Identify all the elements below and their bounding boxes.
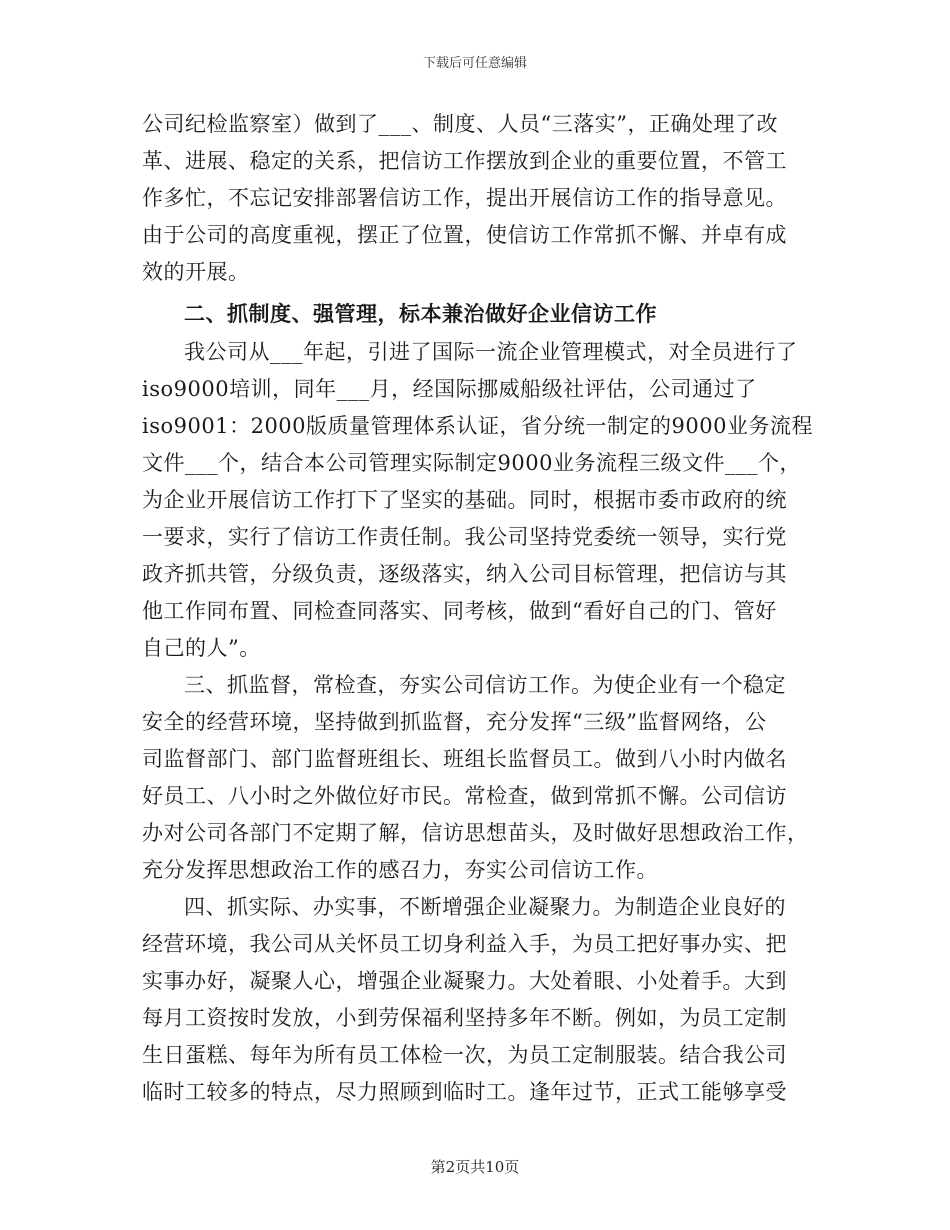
body-line: 他工作同布置、同检查同落实、同考核，做到“看好自己的门、管好	[142, 599, 777, 623]
body-line: 充分发挥思想政治工作的感召力，夯实公司信访工作。	[142, 858, 658, 882]
body-line: 自己的人”。	[142, 636, 261, 660]
body-line: 好员工、八小时之外做位好市民。常检查，做到常抓不懈。公司信访	[142, 784, 787, 808]
body-line: 效的开展。	[142, 260, 250, 284]
body-line: 每月工资按时发放，小到劳保福利坚持多年不断。例如，为员工定制	[142, 1006, 787, 1030]
body-line: 经营环境，我公司从关怀员工切身利益入手，为员工把好事办实、把	[142, 932, 787, 956]
body-line: 四、抓实际、办实事，不断增强企业凝聚力。为制造企业良好的	[184, 895, 786, 919]
body-line: 生日蛋糕、每年为所有员工体检一次，为员工定制服装。结合我公司	[142, 1043, 787, 1067]
body-line: 由于公司的高度重视，摆正了位置，使信访工作常抓不懈、并卓有成	[142, 223, 787, 247]
body-line: 为企业开展信访工作打下了坚实的基础。同时，根据市委市政府的统	[142, 488, 787, 512]
body-line: 作多忙，不忘记安排部署信访工作，提出开展信访工作的指导意见。	[142, 186, 787, 210]
body-line: 革、进展、稳定的关系，把信访工作摆放到企业的重要位置，不管工	[142, 149, 787, 173]
page-header: 下载后可任意编辑	[422, 56, 527, 71]
body-line: 我公司从___年起，引进了国际一流企业管理模式，对全员进行了	[184, 340, 798, 364]
section-heading: 二、抓制度、强管理，标本兼治做好企业信访工作	[184, 301, 657, 326]
body-line: 安全的经营环境，坚持做到抓监督，充分发挥“三级”监督网络，公	[142, 710, 767, 734]
body-line: iso9000培训，同年___月，经国际挪威船级社评估，公司通过了	[142, 377, 757, 401]
body-line: 文件___个，结合本公司管理实际制定9000业务流程三级文件___个，	[142, 451, 801, 475]
body-line: 公司纪检监察室）做到了___、制度、人员“三落实”，正确处理了改	[142, 112, 778, 136]
body-line: 实事办好，凝聚人心，增强企业凝聚力。大处着眼、小处着手。大到	[142, 969, 787, 993]
body-line: 临时工较多的特点，尽力照顾到临时工。逢年过节，正式工能够享受	[142, 1080, 787, 1104]
document-body	[142, 106, 813, 1111]
body-line: 司监督部门、部门监督班组长、班组长监督员工。做到八小时内做名	[142, 747, 787, 771]
body-line: 一要求，实行了信访工作责任制。我公司坚持党委统一领导，实行党	[142, 525, 787, 549]
body-line: 办对公司各部门不定期了解，信访思想苗头，及时做好思想政治工作，	[142, 821, 809, 845]
body-line: 三、抓监督，常检查，夯实公司信访工作。为使企业有一个稳定	[184, 673, 786, 697]
page-number: 第2页共10页	[430, 1158, 520, 1176]
body-line: iso9001：2000版质量管理体系认证，省分统一制定的9000业务流程	[142, 414, 813, 438]
body-line: 政齐抓共管，分级负责，逐级落实，纳入公司目标管理，把信访与其	[142, 562, 787, 586]
